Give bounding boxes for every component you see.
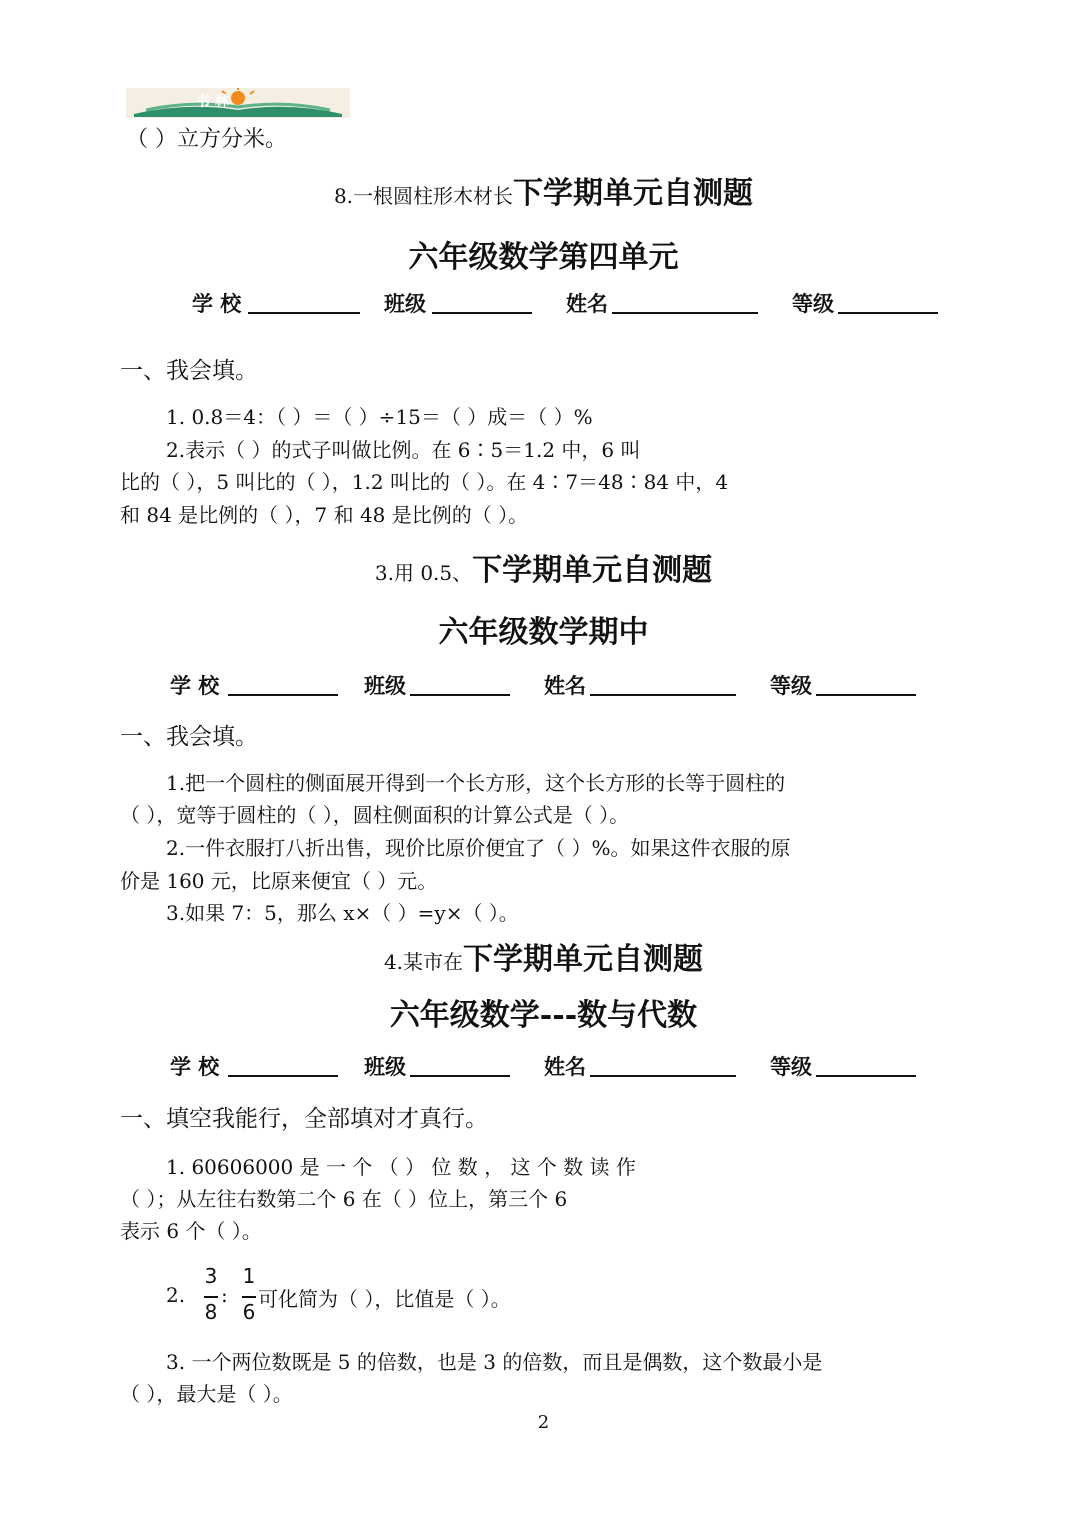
- block1-grade-blank[interactable]: [838, 312, 938, 314]
- block3-q1-line1: 1. 60606000 是 一 个 （ ） 位 数 ， 这 个 数 读 作: [166, 1155, 636, 1179]
- block3-grade-label: 等级: [770, 1055, 812, 1079]
- block3-class-label: 班级: [364, 1055, 406, 1079]
- block2-class-blank[interactable]: [410, 694, 510, 696]
- block2-name-blank[interactable]: [590, 694, 736, 696]
- block1-class-blank[interactable]: [432, 312, 532, 314]
- block2-section: 一、我会填。: [120, 724, 258, 750]
- block3-class-blank[interactable]: [410, 1075, 510, 1077]
- block1-title: 六年级数学第四单元: [408, 240, 679, 275]
- block2-class-label: 班级: [364, 674, 406, 698]
- block2-school-blank[interactable]: [228, 694, 338, 696]
- block3-section: 一、填空我能行，全部填对才真行。: [120, 1106, 488, 1132]
- block1-school-blank[interactable]: [248, 312, 360, 314]
- block1-heading: [0, 168, 1087, 212]
- block2-title: 六年级数学期中: [438, 615, 649, 650]
- block3-q2-number: 2.: [166, 1283, 186, 1307]
- block3-q1-line3: 表示 6 个（ ）。: [120, 1219, 262, 1243]
- top-line: （ ）立方分米。: [126, 127, 287, 152]
- block3-heading: [0, 934, 1087, 978]
- block1-q2-line1: 2.表示（ ）的式子叫做比例。在 6∶5＝1.2 中，6 叫: [166, 438, 641, 462]
- block2-grade-label: 等级: [770, 674, 812, 698]
- block2-q1-line2: （ ），宽等于圆柱的（ ），圆柱侧面积的计算公式是（ ）。: [120, 803, 630, 827]
- block3-q1-line2: （ ）；从左往右数第二个 6 在（ ）位上，第三个 6: [120, 1187, 568, 1211]
- fraction1-denominator: 8: [204, 1300, 218, 1324]
- fraction1-bar: [204, 1296, 218, 1298]
- block3-q2-text: 可化简为（ ），比值是（ ）。: [258, 1287, 511, 1311]
- block3-prefix: 4.某市在: [383, 950, 464, 974]
- fraction2-numerator: 1: [242, 1264, 256, 1288]
- block3-title: 六年级数学---数与代数: [389, 998, 698, 1033]
- block2-q1-line1: 1.把一个圆柱的侧面展开得到一个长方形，这个长方形的长等于圆柱的: [166, 771, 786, 795]
- block2-name-label: 姓名: [544, 674, 586, 698]
- block2-school-label: 学 校: [170, 674, 220, 698]
- page-number: 2: [537, 1412, 550, 1433]
- block2-q2-line2: 价是 160 元，比原来便宜（ ）元。: [120, 869, 438, 893]
- fraction1-numerator: 3: [204, 1264, 218, 1288]
- block2-q3: 3.如果 7：5，那么 x×（ ）=y×（ ）。: [166, 901, 519, 925]
- block3-name-blank[interactable]: [590, 1075, 736, 1077]
- block3-q3-line1: 3. 一个两位数既是 5 的倍数，也是 3 的倍数，而且是偶数，这个数最小是: [166, 1350, 823, 1374]
- block2-title-tail: 下学期单元自测题: [472, 553, 713, 588]
- block1-q2-line2: 比的（ ），5 叫比的（ ），1.2 叫比的（ ）。在 4∶7＝48∶84 中，4: [120, 470, 729, 494]
- publisher-logo: [126, 88, 350, 118]
- fraction2-denominator: 6: [242, 1300, 256, 1324]
- block1-school-label: 学 校: [192, 292, 242, 316]
- block1-section: 一、我会填。: [120, 358, 258, 384]
- block3-name-label: 姓名: [544, 1055, 586, 1079]
- block3-title-tail: 下学期单元自测题: [463, 942, 704, 977]
- block1-name-label: 姓名: [566, 292, 608, 316]
- block3-grade-blank[interactable]: [816, 1075, 916, 1077]
- block2-heading: [0, 545, 1087, 589]
- logo-text: 书 林: [196, 94, 229, 110]
- block2-q2-line1: 2.一件衣服打八折出售，现价比原价便宜了（ ）%。如果这件衣服的原: [166, 836, 791, 860]
- block1-q2-line3: 和 84 是比例的（ ），7 和 48 是比例的（ ）。: [120, 503, 529, 527]
- block2-prefix: 3.用 0.5、: [374, 561, 473, 585]
- block3-school-label: 学 校: [170, 1055, 220, 1079]
- block1-q1: 1. 0.8＝4：（ ）＝（ ）÷15＝（ ）成＝（ ）%: [166, 405, 593, 429]
- block3-school-blank[interactable]: [228, 1075, 338, 1077]
- block1-grade-label: 等级: [792, 292, 834, 316]
- block2-grade-blank[interactable]: [816, 694, 916, 696]
- block1-prefix: 8.一根圆柱形木材长: [333, 184, 514, 208]
- fraction2-bar: [242, 1296, 256, 1298]
- fraction-separator: :: [221, 1283, 228, 1307]
- block3-q3-line2: （ ），最大是（ ）。: [120, 1382, 293, 1406]
- block1-class-label: 班级: [384, 292, 426, 316]
- block1-name-blank[interactable]: [612, 312, 758, 314]
- block1-title-tail: 下学期单元自测题: [513, 176, 754, 211]
